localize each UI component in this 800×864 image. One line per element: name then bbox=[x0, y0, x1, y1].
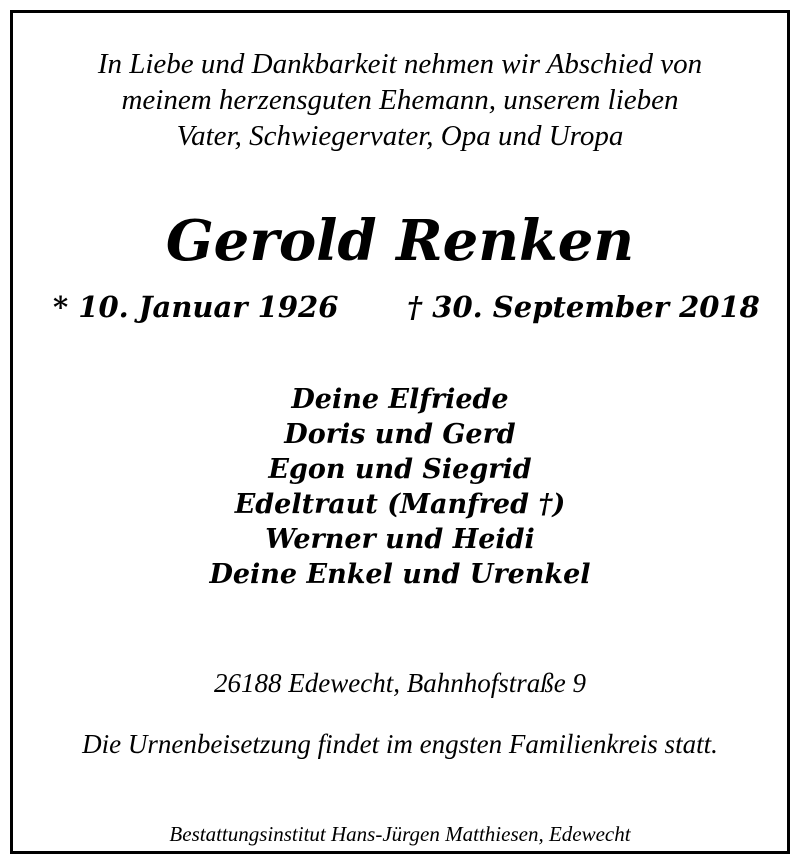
funeral-home: Bestattungsinstitut Hans-Jürgen Matthiesen, Edewecht bbox=[169, 822, 631, 846]
burial-notice: Die Urnenbeisetzung findet im engsten Familienkreis statt. bbox=[82, 729, 718, 759]
mourner-line: Doris und Gerd bbox=[284, 419, 516, 450]
mourners-list bbox=[13, 382, 787, 592]
mourner-line: Edeltraut (Manfred †) bbox=[234, 489, 566, 520]
family-address: 26188 Edewecht, Bahnhofstraße 9 bbox=[214, 668, 586, 698]
deceased-name: Gerold Renken bbox=[165, 208, 635, 274]
mourner-line: Deine Enkel und Urenkel bbox=[209, 559, 591, 590]
birth-date: * 10. Januar 1926 bbox=[53, 290, 339, 324]
mourner-line: Egon und Siegrid bbox=[268, 454, 532, 485]
intro-line: meinem herzensguten Ehemann, unserem lieben bbox=[121, 84, 679, 116]
mourner-line: Werner und Heidi bbox=[265, 524, 535, 555]
intro-line: Vater, Schwiegervater, Opa und Uropa bbox=[176, 120, 624, 152]
death-date: † 30. September 2018 bbox=[407, 290, 760, 324]
intro-line: In Liebe und Dankbarkeit nehmen wir Abschied von bbox=[97, 48, 703, 80]
obituary-frame bbox=[10, 10, 790, 854]
mourner-line: Deine Elfriede bbox=[291, 384, 509, 415]
intro-text bbox=[13, 46, 787, 154]
